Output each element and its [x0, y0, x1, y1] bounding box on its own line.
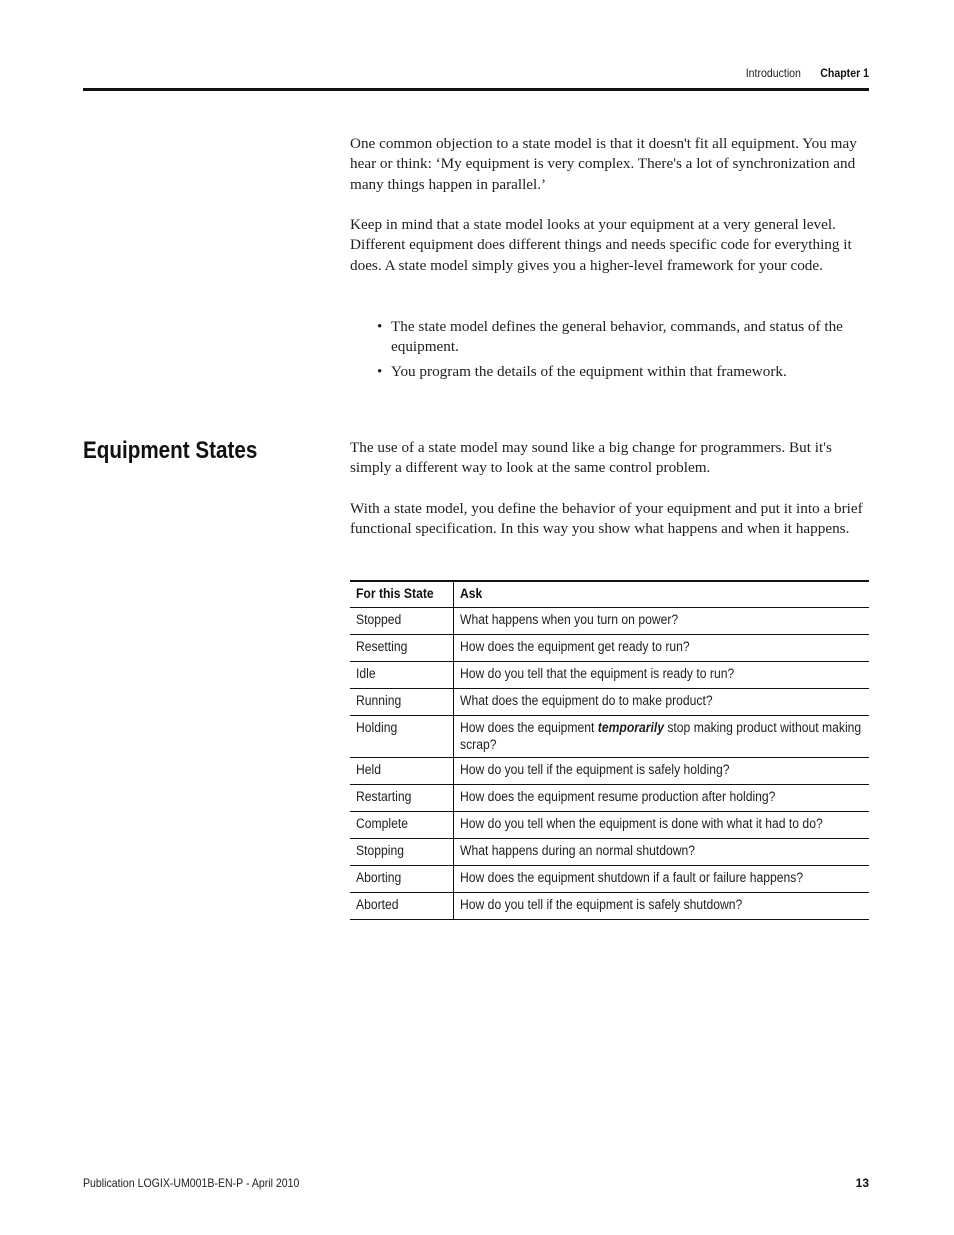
column-header-ask: Ask	[453, 581, 869, 608]
table-row	[350, 689, 869, 716]
table-row	[350, 812, 869, 839]
bullet-text: The state model defines the general behavior, commands, and status of the equipment.	[391, 318, 843, 356]
intro-bullet-list	[377, 317, 871, 386]
table-row	[350, 893, 869, 920]
state-cell: Aborting	[350, 866, 453, 893]
ask-cell: How do you tell if the equipment is safely holding?	[453, 758, 869, 785]
state-cell: Running	[350, 689, 453, 716]
page-number: 13	[855, 1176, 869, 1190]
column-header-state: For this State	[350, 581, 453, 608]
table-row	[350, 866, 869, 893]
intro-paragraph-2: Keep in mind that a state model looks at your equipment at a very general level. Different equipment does different things and needs specific code for everything it does. A state model simply gives you a higher-level framework for your code.	[350, 216, 852, 274]
table-row	[350, 785, 869, 812]
section-heading: Equipment States	[83, 437, 258, 464]
ask-cell: What does the equipment do to make product?	[453, 689, 869, 716]
state-cell: Aborted	[350, 893, 453, 920]
bullet-item	[377, 317, 871, 358]
table-header-row	[350, 581, 869, 608]
header-chapter: Chapter 1	[820, 66, 869, 80]
table-row	[350, 839, 869, 866]
state-cell: Idle	[350, 662, 453, 689]
state-cell: Holding	[350, 716, 453, 758]
bullet-text: You program the details of the equipment within that framework.	[391, 362, 787, 380]
section-paragraph-2: With a state model, you define the behavior of your equipment and put it into a brief functional specification. In this way you show what happens and when it happens.	[350, 500, 863, 538]
ask-cell: What happens when you turn on power?	[453, 608, 869, 635]
emphasis-text: temporarily	[597, 720, 664, 735]
table-row	[350, 635, 869, 662]
ask-cell: How do you tell if the equipment is safely shutdown?	[453, 893, 869, 920]
state-cell: Complete	[350, 812, 453, 839]
table-row	[350, 758, 869, 785]
ask-cell: How does the equipment resume production after holding?	[453, 785, 869, 812]
ask-cell: What happens during an normal shutdown?	[453, 839, 869, 866]
state-cell: Resetting	[350, 635, 453, 662]
state-cell: Stopped	[350, 608, 453, 635]
header-section: Introduction	[745, 66, 801, 80]
state-cell: Held	[350, 758, 453, 785]
running-header	[177, 66, 869, 84]
states-table	[350, 580, 869, 920]
ask-cell: How do you tell that the equipment is ready to run?	[453, 662, 869, 689]
table-row	[350, 662, 869, 689]
table-row	[350, 608, 869, 635]
ask-cell: How does the equipment shutdown if a fault or failure happens?	[453, 866, 869, 893]
state-cell: Stopping	[350, 839, 453, 866]
intro-paragraph-1: One common objection to a state model is that it doesn't fit all equipment. You may hear or think: ‘My equipment is very complex. There's a lot of synchronization and many things happen in parallel.’	[350, 135, 857, 193]
section-paragraph-1: The use of a state model may sound like a big change for programmers. But it's simply a different way to look at the same control problem.	[350, 439, 832, 477]
table-row	[350, 716, 869, 758]
ask-cell: How does the equipment temporarily stop making product without making scrap?	[453, 716, 869, 758]
publication-id: Publication LOGIX-UM001B-EN-P - April 2010	[83, 1176, 300, 1190]
ask-cell: How do you tell when the equipment is done with what it had to do?	[453, 812, 869, 839]
bullet-icon: •	[377, 318, 383, 335]
bullet-icon: •	[377, 362, 383, 380]
header-rule	[83, 88, 869, 91]
ask-cell: How does the equipment get ready to run?	[453, 635, 869, 662]
bullet-item	[377, 362, 871, 382]
state-cell: Restarting	[350, 785, 453, 812]
